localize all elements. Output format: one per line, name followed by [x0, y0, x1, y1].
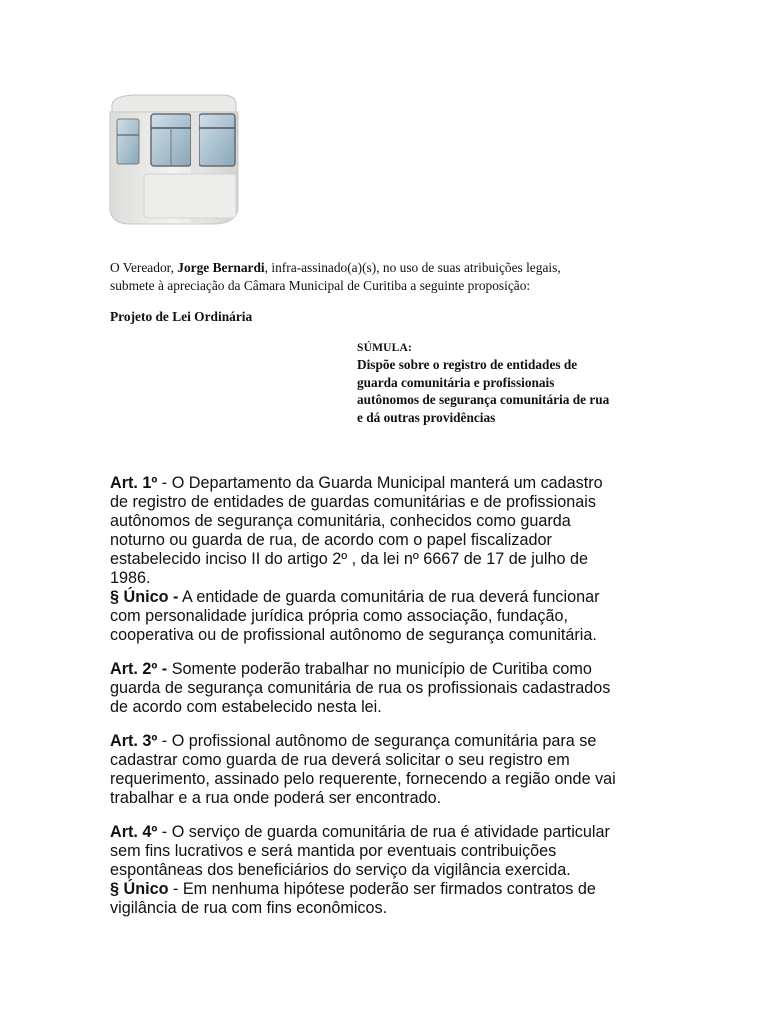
article-3: [110, 732, 670, 808]
articles: [110, 474, 670, 933]
article-line: estabelecido inciso II do artigo 2º , da lei nº 6667 de 17 de julho de: [110, 550, 588, 568]
guard-booth-drawing: [104, 92, 240, 228]
intro-line-1: [110, 259, 670, 277]
article-line: autônomos de segurança comunitária, conhecidos como guarda: [110, 512, 571, 530]
article-line: [110, 732, 670, 751]
article-line: noturno ou guarda de rua, de acordo com o papel fiscalizador: [110, 531, 552, 549]
author-name: Jorge Bernardi: [177, 260, 265, 275]
article-text: O profissional autônomo de segurança comunitária para se: [171, 732, 597, 750]
article-line: guarda de segurança comunitária de rua os profissionais cadastrados: [110, 679, 611, 697]
sumula-line: Dispõe sobre o registro de entidades de: [357, 357, 578, 372]
sumula-line: e dá outras providências: [357, 409, 496, 425]
article-label: Art. 2º -: [110, 660, 168, 678]
article-sep: -: [157, 823, 172, 841]
paragraph-label: § Único -: [110, 588, 179, 606]
article-text: Somente poderão trabalhar no município de Curitiba como: [171, 660, 592, 678]
article-line: [110, 474, 670, 493]
article-line: [110, 823, 670, 842]
intro-prefix: O Vereador,: [110, 260, 178, 275]
sumula-line: guarda comunitária e profissionais: [357, 374, 555, 390]
article-text: O serviço de guarda comunitária de rua é atividade particular: [171, 823, 610, 841]
paragraph-label: § Único: [110, 880, 169, 898]
article-line: espontâneas dos beneficiários do serviço da vigilância exercida.: [110, 861, 571, 879]
article-label: Art. 4º: [110, 823, 158, 841]
article-1: [110, 474, 670, 645]
article-line: requerimento, assinado pelo requerente, fornecendo a região onde vai: [110, 770, 616, 788]
article-label: Art. 1º: [110, 474, 158, 492]
paragraph-line: com personalidade jurídica própria como associação, fundação,: [110, 607, 569, 625]
sumula-block: [357, 342, 667, 426]
article-line: trabalhar e a rua onde poderá ser encontrado.: [110, 789, 442, 807]
article-line: [110, 660, 670, 679]
paragraph-text: - Em nenhuma hipótese poderão ser firmados contratos de: [168, 880, 596, 898]
paragraph-line: [110, 880, 670, 899]
article-line: de acordo com estabelecido nesta lei.: [110, 698, 382, 716]
sumula-text: [357, 356, 667, 426]
intro-line1-rest: , infra-assinado(a)(s), no uso de suas atribuições legais,: [264, 260, 561, 275]
paragraph-line: vigilância de rua com fins econômicos.: [110, 899, 388, 917]
intro-paragraph: [110, 259, 670, 295]
sumula-line: autônomos de segurança comunitária de rua: [357, 392, 610, 407]
intro-line-2: submete à apreciação da Câmara Municipal de Curitiba a seguinte proposição:: [110, 278, 531, 293]
sumula-label: SÚMULA:: [357, 342, 413, 354]
guard-booth-image: [104, 92, 240, 228]
article-4: [110, 823, 670, 918]
paragraph-line: cooperativa ou de profissional autônomo de segurança comunitária.: [110, 626, 597, 644]
paragraph-line: [110, 588, 670, 607]
project-title: Projeto de Lei Ordinária: [110, 309, 253, 324]
article-sep: -: [157, 732, 172, 750]
article-line: de registro de entidades de guardas comunitárias e de profissionais: [110, 493, 596, 511]
article-sep: -: [157, 474, 172, 492]
article-2: [110, 660, 670, 717]
article-line: 1986.: [110, 569, 151, 587]
article-line: sem fins lucrativos e será mantida por eventuais contribuições: [110, 842, 557, 860]
paragraph-text: A entidade de guarda comunitária de rua deverá funcionar: [178, 588, 600, 606]
article-label: Art. 3º: [110, 732, 158, 750]
article-text: O Departamento da Guarda Municipal manterá um cadastro: [171, 474, 603, 492]
article-line: cadastrar como guarda de rua deverá solicitar o seu registro em: [110, 751, 570, 769]
